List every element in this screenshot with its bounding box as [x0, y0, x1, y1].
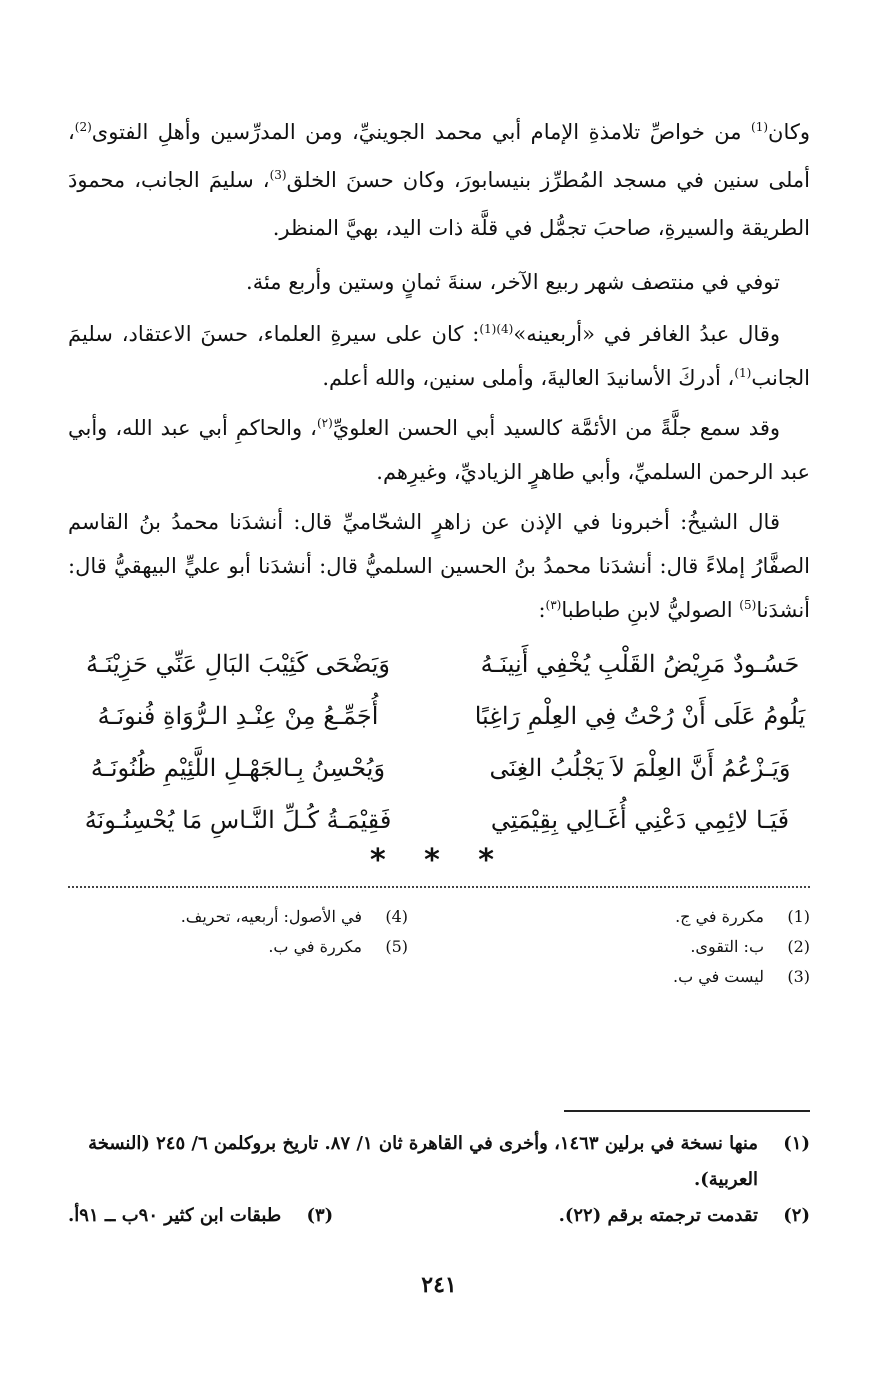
verse-1-second-hemistich: وَيَضْحَى كَئِيْبَ البَالِ عَنِّي حَزِيْنَـهُ [85, 650, 390, 678]
footnote-5-number: (5) [385, 937, 408, 956]
paragraph-2-text: توفي في منتصف شهر ربيع الآخر، سنةَ ثمانٍ وستين وأربع مئة. [246, 270, 780, 294]
paragraph-1-text-c: ، أملى سنين في مسجد المُطرِّز بنيسابورَ، وكان حسنَ الخلق [68, 120, 810, 192]
paragraph-1-text-a: وكان [768, 120, 810, 144]
verse-4-first-hemistich: فَيَـا لائِمِي دَعْنِي أُغَـالِي بِقِيْمَتِي [490, 806, 790, 834]
paragraph-5 [68, 500, 810, 632]
footnote-divider [68, 886, 810, 888]
verse-3-first-hemistich: وَيَـزْعُمُ أَنَّ العِلْمَ لاَ يَجْلُبُ الغِنَى [489, 754, 791, 782]
editor-note-1-text: منها نسخة في برلين ١٤٦٣، وأخرى في القاهرة ثان ١/ ٨٧. تاريخ بروكلمن ٦/ ٢٤٥ (النسخة العربية). [88, 1133, 758, 1190]
paragraph-1-text-b: من خواصِّ تلامذةِ الإمام أبي محمد الجوينيِّ، ومن المدرِّسين وأهلِ الفتوى [91, 120, 752, 144]
footnote-2-text: ب: التقوى. [690, 937, 764, 956]
footnote-ref-editor-3: (٣) [545, 598, 562, 612]
footnote-ref-1: (1) [751, 120, 769, 134]
footnote-5-text: مكررة في ب. [268, 937, 362, 956]
page-body [68, 108, 810, 1298]
footnote-4 [68, 902, 408, 932]
paragraph-3 [68, 312, 810, 400]
editor-note-3 [68, 1198, 333, 1234]
footnote-1-number: (1) [787, 907, 810, 926]
editor-note-1-number: (١) [783, 1133, 810, 1154]
paragraph-3-text-a: وقال عبدُ الغافر في «أربعينه» [513, 322, 781, 346]
footnotes-right-column [470, 902, 810, 992]
verse-4 [68, 794, 810, 846]
footnote-3 [470, 962, 810, 992]
footnote-ref-editor-2: (٢) [316, 416, 333, 430]
footnote-2 [470, 932, 810, 962]
footnote-4-text: في الأصول: أربعيه، تحريف. [180, 907, 362, 926]
editor-notes-row [68, 1198, 810, 1234]
verse-2-first-hemistich: يَلُومُ عَلَى أَنْ رُحْتُ فِي العِلْمِ رَاغِبًا [474, 702, 806, 730]
paragraph-4-text-b: ، والحاكمِ أبي عبد الله، وأبي عبد الرحمن السلميِّ، وأبي طاهرٍ الزياديِّ، وغيرِهم. [68, 416, 810, 484]
paragraph-3-text-b: : كان على سيرةِ العلماء، حسنَ الاعتقاد، سليمَ الجانب [68, 322, 810, 390]
verse-3 [68, 742, 810, 794]
footnote-2-number: (2) [787, 937, 810, 956]
footnote-4-number: (4) [385, 907, 408, 926]
footnotes-main [68, 902, 810, 992]
footnote-ref-4-1: (4)(1) [479, 322, 514, 336]
editor-note-3-text: طبقات ابن كثير ٩٠ب ــ ٩١أ. [68, 1205, 282, 1226]
paragraph-5-text-b: الصوليُّ لابنِ طباطبا [561, 598, 740, 622]
verse-2-second-hemistich: أُجَمِّـعُ مِنْ عِنْـدِ الـرُّوَاةِ فُنونَـهُ [97, 702, 379, 730]
verse-4-second-hemistich: فَقِيْمَـةُ كُـلِّ النَّـاسِ مَا يُحْسِنُـونَهُ [84, 806, 392, 834]
footnote-1 [470, 902, 810, 932]
paragraph-3-text-c: ، أدركَ الأسانيدَ العاليةَ، وأملى سنين، والله أعلم. [322, 366, 735, 390]
editor-note-1 [68, 1126, 810, 1198]
paragraph-1-text-d: ، سليمَ الجانب، محمودَ الطريقة والسيرةِ، صاحبَ تجمُّل في قلَّة ذات اليد، بهيَّ المنظر. [68, 168, 810, 240]
verse-1 [68, 638, 810, 690]
paragraph-1 [68, 108, 810, 252]
footnote-5 [68, 932, 408, 962]
verse-1-first-hemistich: حَسُـودٌ مَرِيْضُ القَلْبِ يُخْفِي أَنِينَـهُ [480, 650, 800, 678]
editor-note-2 [559, 1198, 810, 1234]
editor-footnotes [68, 1126, 810, 1234]
verse-3-second-hemistich: وَيُحْسِنُ بِـالجَهْـلِ اللَّئِيْمِ ظُنُونَـهُ [90, 754, 386, 782]
footnote-ref-2: (2) [74, 120, 92, 134]
paragraph-2 [68, 258, 810, 306]
verse-2 [68, 690, 810, 742]
editor-note-2-text: تقدمت ترجمته برقم (٢٢). [558, 1205, 758, 1226]
footnote-ref-3: (3) [269, 168, 287, 182]
footnote-3-text: ليست في ب. [673, 967, 764, 986]
editor-notes-rule [564, 1110, 810, 1112]
footnote-ref-1b: (1) [734, 366, 752, 380]
editor-note-3-number: (٣) [306, 1205, 334, 1226]
paragraph-5-text-a: قال الشيخُ: أخبرونا في الإذن عن زاهرٍ الشحّاميِّ قال: أنشدَنا محمدُ بنُ القاسم الصفَّارُ إملاءً قال: أنشدَنا محمدُ بنُ الحسين السلميُّ قال: أنشدَنا أبو عليٍّ البيهقيُّ قال: أنشدَنا [68, 510, 810, 622]
section-separator: * * * [370, 843, 508, 878]
paragraph-5-text-c: : [538, 598, 546, 622]
paragraph-4-text-a: وقد سمع جلَّةً من الأئمَّة كالسيد أبي الحسن العلويِّ [332, 416, 780, 440]
footnotes-left-column [68, 902, 408, 992]
poem [68, 638, 810, 846]
page-number: ٢٤١ [421, 1272, 457, 1298]
footnote-1-text: مكررة في ج. [675, 907, 764, 926]
editor-note-2-number: (٢) [783, 1205, 810, 1226]
footnote-3-number: (3) [787, 967, 810, 986]
footnote-ref-5: (5) [739, 598, 757, 612]
paragraph-4 [68, 406, 810, 494]
